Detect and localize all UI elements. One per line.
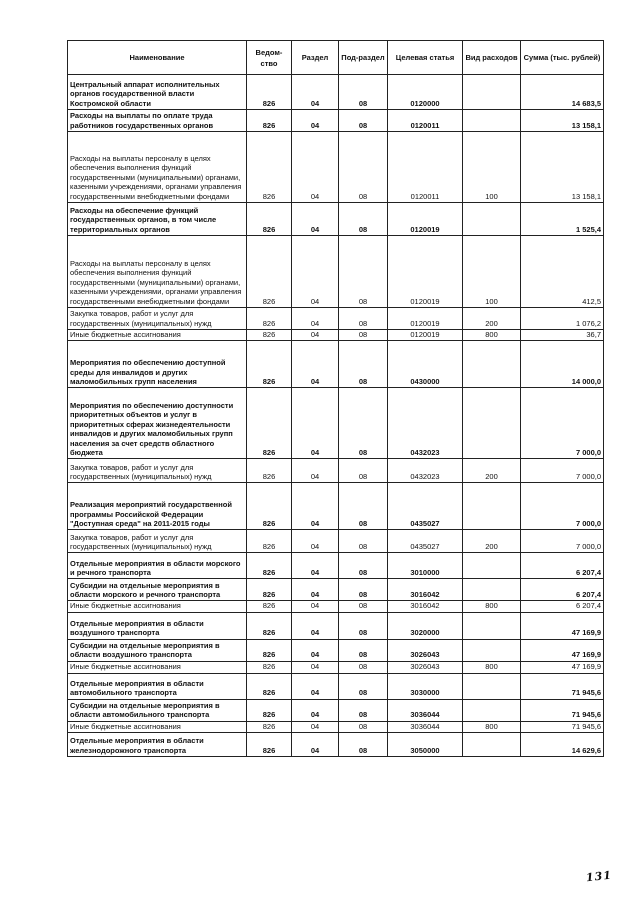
row-subsection: 08 (339, 308, 388, 330)
row-section: 04 (292, 661, 339, 673)
row-target-article: 0120019 (388, 236, 463, 308)
row-subsection: 08 (339, 639, 388, 661)
row-target-article: 0120011 (388, 110, 463, 132)
row-name: Отдельные мероприятия в области воздушного транспорта (68, 612, 247, 639)
row-department-code: 826 (247, 483, 292, 530)
header-target-article: Целевая статья (388, 41, 463, 75)
table-row (68, 612, 604, 639)
table-row (68, 579, 604, 601)
row-subsection: 08 (339, 699, 388, 721)
row-name: Расходы на выплаты персоналу в целях обеспечения выполнения функций государственными (муниципальными) органами, казенными учреждениями, органами управления государственными внебюджетными фондами (68, 132, 247, 203)
row-name: Отдельные мероприятия в области морского и речного транспорта (68, 553, 247, 579)
row-target-article: 0120019 (388, 330, 463, 341)
row-section: 04 (292, 530, 339, 553)
header-subsection: Под-раздел (339, 41, 388, 75)
row-department-code: 826 (247, 601, 292, 612)
row-name: Субсидии на отдельные мероприятия в области морского и речного транспорта (68, 579, 247, 601)
row-subsection: 08 (339, 330, 388, 341)
row-sum: 14 000,0 (521, 341, 604, 388)
row-name: Мероприятия по обеспечению доступной среды для инвалидов и других маломобильных групп населения (68, 341, 247, 388)
row-subsection: 08 (339, 388, 388, 459)
row-sum: 6 207,4 (521, 601, 604, 612)
row-section: 04 (292, 132, 339, 203)
table-row (68, 110, 604, 132)
row-target-article: 0120000 (388, 75, 463, 110)
header-department: Ведом-ство (247, 41, 292, 75)
row-department-code: 826 (247, 639, 292, 661)
row-sum: 71 945,6 (521, 673, 604, 699)
row-expense-kind: 800 (463, 601, 521, 612)
row-sum: 7 000,0 (521, 459, 604, 483)
table-row (68, 203, 604, 236)
row-name: Отдельные мероприятия в области автомобильного транспорта (68, 673, 247, 699)
row-section: 04 (292, 483, 339, 530)
table-row (68, 308, 604, 330)
row-sum: 47 169,9 (521, 639, 604, 661)
row-name: Иные бюджетные ассигнования (68, 601, 247, 612)
row-department-code: 826 (247, 459, 292, 483)
row-subsection: 08 (339, 110, 388, 132)
budget-table (67, 40, 604, 757)
row-sum: 6 207,4 (521, 579, 604, 601)
row-expense-kind (463, 483, 521, 530)
row-sum: 47 169,9 (521, 612, 604, 639)
row-department-code: 826 (247, 110, 292, 132)
row-expense-kind (463, 639, 521, 661)
row-sum: 7 000,0 (521, 530, 604, 553)
row-target-article: 0432023 (388, 459, 463, 483)
table-row (68, 699, 604, 721)
row-target-article: 0120019 (388, 308, 463, 330)
row-department-code: 826 (247, 661, 292, 673)
row-section: 04 (292, 236, 339, 308)
header-row (68, 41, 604, 75)
table-row (68, 553, 604, 579)
row-sum: 47 169,9 (521, 661, 604, 673)
row-expense-kind (463, 203, 521, 236)
row-subsection: 08 (339, 236, 388, 308)
table-row (68, 673, 604, 699)
table-row (68, 330, 604, 341)
row-name: Субсидии на отдельные мероприятия в области воздушного транспорта (68, 639, 247, 661)
row-department-code: 826 (247, 699, 292, 721)
row-name: Иные бюджетные ассигнования (68, 330, 247, 341)
row-section: 04 (292, 330, 339, 341)
row-section: 04 (292, 203, 339, 236)
row-expense-kind: 100 (463, 132, 521, 203)
table-row (68, 733, 604, 757)
row-sum: 14 629,6 (521, 733, 604, 757)
row-expense-kind: 800 (463, 330, 521, 341)
row-section: 04 (292, 579, 339, 601)
row-target-article: 3026043 (388, 661, 463, 673)
header-expense-kind: Вид расходов (463, 41, 521, 75)
row-name: Расходы на выплаты по оплате труда работников государственных органов (68, 110, 247, 132)
row-name: Иные бюджетные ассигнования (68, 721, 247, 732)
row-target-article: 0120019 (388, 203, 463, 236)
row-subsection: 08 (339, 721, 388, 732)
row-name: Мероприятия по обеспечению доступности приоритетных объектов и услуг в приоритетных сферах жизнедеятельности инвалидов и других маломобильных групп населения за счет средств областного бюджета (68, 388, 247, 459)
table-row (68, 721, 604, 732)
row-expense-kind (463, 75, 521, 110)
row-target-article: 3050000 (388, 733, 463, 757)
row-department-code: 826 (247, 612, 292, 639)
row-subsection: 08 (339, 733, 388, 757)
table-row (68, 388, 604, 459)
row-expense-kind (463, 699, 521, 721)
row-department-code: 826 (247, 236, 292, 308)
table-row (68, 132, 604, 203)
row-target-article: 3036044 (388, 721, 463, 732)
row-subsection: 08 (339, 459, 388, 483)
row-target-article: 0430000 (388, 341, 463, 388)
row-sum: 71 945,6 (521, 699, 604, 721)
row-section: 04 (292, 553, 339, 579)
row-section: 04 (292, 673, 339, 699)
row-subsection: 08 (339, 601, 388, 612)
row-name: Центральный аппарат исполнительных органов государственной власти Костромской области (68, 75, 247, 110)
row-name: Закупка товаров, работ и услуг для государственных (муниципальных) нужд (68, 459, 247, 483)
row-expense-kind: 200 (463, 308, 521, 330)
row-subsection: 08 (339, 132, 388, 203)
row-section: 04 (292, 733, 339, 757)
row-name: Субсидии на отдельные мероприятия в области автомобильного транспорта (68, 699, 247, 721)
row-department-code: 826 (247, 733, 292, 757)
row-section: 04 (292, 110, 339, 132)
row-expense-kind (463, 388, 521, 459)
row-department-code: 826 (247, 673, 292, 699)
row-expense-kind: 200 (463, 459, 521, 483)
table-body (68, 75, 604, 757)
row-expense-kind (463, 579, 521, 601)
row-section: 04 (292, 612, 339, 639)
row-target-article: 3036044 (388, 699, 463, 721)
row-section: 04 (292, 75, 339, 110)
row-name: Закупка товаров, работ и услуг для государственных (муниципальных) нужд (68, 530, 247, 553)
row-target-article: 3016042 (388, 601, 463, 612)
row-subsection: 08 (339, 75, 388, 110)
table-row (68, 601, 604, 612)
row-sum: 36,7 (521, 330, 604, 341)
row-subsection: 08 (339, 673, 388, 699)
handwritten-page-number: 131 (585, 868, 613, 885)
row-expense-kind (463, 110, 521, 132)
row-expense-kind: 800 (463, 661, 521, 673)
row-section: 04 (292, 388, 339, 459)
row-department-code: 826 (247, 721, 292, 732)
row-department-code: 826 (247, 308, 292, 330)
row-sum: 7 000,0 (521, 388, 604, 459)
row-department-code: 826 (247, 75, 292, 110)
table-row (68, 75, 604, 110)
row-sum: 1 076,2 (521, 308, 604, 330)
row-name: Закупка товаров, работ и услуг для государственных (муниципальных) нужд (68, 308, 247, 330)
row-department-code: 826 (247, 579, 292, 601)
row-name: Иные бюджетные ассигнования (68, 661, 247, 673)
row-department-code: 826 (247, 530, 292, 553)
header-sum: Сумма (тыс. рублей) (521, 41, 604, 75)
row-expense-kind (463, 733, 521, 757)
table-row (68, 236, 604, 308)
row-subsection: 08 (339, 530, 388, 553)
table-header (68, 41, 604, 75)
row-sum: 13 158,1 (521, 110, 604, 132)
row-expense-kind: 800 (463, 721, 521, 732)
row-section: 04 (292, 308, 339, 330)
row-subsection: 08 (339, 341, 388, 388)
row-sum: 6 207,4 (521, 553, 604, 579)
table-row (68, 661, 604, 673)
row-section: 04 (292, 459, 339, 483)
row-expense-kind (463, 673, 521, 699)
row-department-code: 826 (247, 132, 292, 203)
row-section: 04 (292, 639, 339, 661)
row-department-code: 826 (247, 553, 292, 579)
row-department-code: 826 (247, 203, 292, 236)
row-department-code: 826 (247, 341, 292, 388)
row-sum: 1 525,4 (521, 203, 604, 236)
row-section: 04 (292, 699, 339, 721)
row-sum: 412,5 (521, 236, 604, 308)
row-subsection: 08 (339, 612, 388, 639)
header-section: Раздел (292, 41, 339, 75)
row-section: 04 (292, 601, 339, 612)
row-sum: 14 683,5 (521, 75, 604, 110)
table-row (68, 530, 604, 553)
row-name: Реализация мероприятий государственной программы Российской Федерации "Доступная среда" на 2011-2015 годы (68, 483, 247, 530)
row-subsection: 08 (339, 483, 388, 530)
row-target-article: 0435027 (388, 530, 463, 553)
row-department-code: 826 (247, 330, 292, 341)
row-subsection: 08 (339, 661, 388, 673)
row-target-article: 0120011 (388, 132, 463, 203)
row-target-article: 3030000 (388, 673, 463, 699)
row-name: Отдельные мероприятия в области железнодорожного транспорта (68, 733, 247, 757)
row-expense-kind (463, 341, 521, 388)
row-target-article: 3016042 (388, 579, 463, 601)
row-department-code: 826 (247, 388, 292, 459)
table-row (68, 639, 604, 661)
row-target-article: 3026043 (388, 639, 463, 661)
row-sum: 13 158,1 (521, 132, 604, 203)
row-expense-kind: 100 (463, 236, 521, 308)
row-sum: 71 945,6 (521, 721, 604, 732)
row-section: 04 (292, 721, 339, 732)
header-name: Наименование (68, 41, 247, 75)
row-expense-kind: 200 (463, 530, 521, 553)
table-row (68, 483, 604, 530)
row-target-article: 3020000 (388, 612, 463, 639)
row-name: Расходы на обеспечение функций государственных органов, в том числе территориальных органов (68, 203, 247, 236)
row-section: 04 (292, 341, 339, 388)
row-name: Расходы на выплаты персоналу в целях обеспечения выполнения функций государственными (муниципальными) органами, казенными учреждениями, органами управления государственными внебюджетными фондами (68, 236, 247, 308)
row-target-article: 0435027 (388, 483, 463, 530)
row-expense-kind (463, 553, 521, 579)
table-row (68, 459, 604, 483)
row-target-article: 3010000 (388, 553, 463, 579)
table-row (68, 341, 604, 388)
row-subsection: 08 (339, 203, 388, 236)
row-expense-kind (463, 612, 521, 639)
row-subsection: 08 (339, 553, 388, 579)
row-target-article: 0432023 (388, 388, 463, 459)
row-sum: 7 000,0 (521, 483, 604, 530)
row-subsection: 08 (339, 579, 388, 601)
